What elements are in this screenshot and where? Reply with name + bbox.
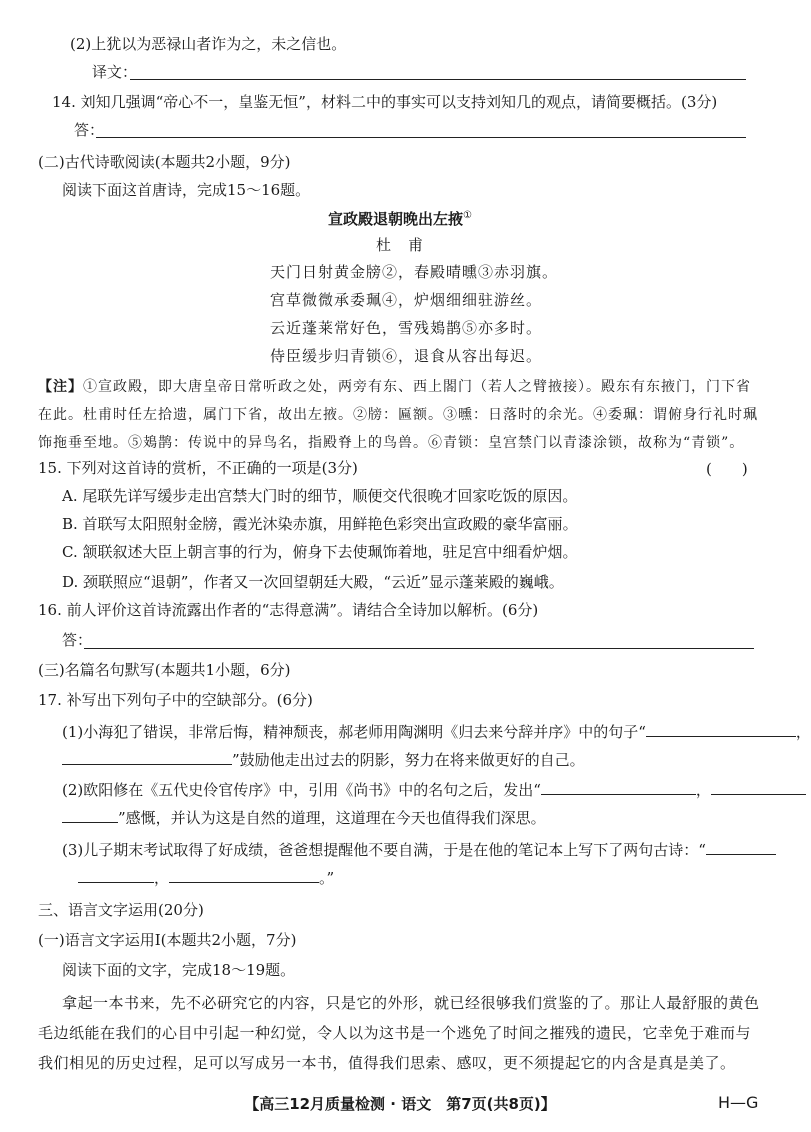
q15-option-a: A. 尾联先详写缓步走出宫禁大门时的细节，顺便交代很晚才回家吃饭的原因。 <box>62 487 578 505</box>
poem-line-4: 侍臣缓步归青锁⑥，退食从容出每迟。 <box>270 347 543 365</box>
q17-2-continued <box>62 808 546 828</box>
section-2-instruction: 阅读下面这首唐诗，完成15～16题。 <box>62 181 311 199</box>
q17-1-blank-2[interactable] <box>62 750 232 765</box>
part-3-instruction: 阅读下面的文字，完成18～19题。 <box>62 961 296 979</box>
q17-3-continued <box>78 868 334 888</box>
question-16: 16. 前人评价这首诗流露出作者的“志得意满”。请结合全诗加以解析。(6分) <box>38 601 539 619</box>
q17-2-text <box>62 780 806 800</box>
notes-label: 【注】 <box>38 379 83 395</box>
question-17: 17. 补写出下列句子中的空缺部分。(6分) <box>38 691 313 709</box>
q16-answer-label: 答： <box>62 631 93 649</box>
q13-2-answer-label: 译文： <box>92 63 138 81</box>
q17-3-text <box>62 840 776 860</box>
poem-line-1: 天门日射黄金牓②，春殿晴曛③赤羽旗。 <box>270 263 559 281</box>
q17-1-prompt: (1)小海犯了错误，非常后悔，精神颓丧，郝老师用陶渊明《归去来兮辞并序》中的句子“ <box>62 723 646 741</box>
question-14: 14. 刘知几强调“帝心不一，皇鉴无恒”，材料二中的事实可以支持刘知几的观点，请简要概括。(3分) <box>52 93 718 111</box>
q17-2-blank-2[interactable] <box>711 780 806 795</box>
q17-2-rest: ”感慨，并认为这是自然的道理，这道理在今天也值得我们深思。 <box>118 809 546 827</box>
poem-author: 杜 甫 <box>375 236 424 254</box>
q15-option-b: B. 首联写太阳照射金牓，霞光沐染赤旗，用鲜艳色彩突出宣政殿的豪华富丽。 <box>62 515 578 533</box>
poem-line-2: 宫草微微承委珮④，炉烟细细驻游丝。 <box>270 291 543 309</box>
section-2-heading: (二)古代诗歌阅读(本题共2小题，9分) <box>38 153 291 171</box>
q13-2-sentence: (2)上犹以为恶禄山者诈为之，未之信也。 <box>70 35 347 53</box>
q17-3-close: 。” <box>319 869 335 887</box>
q13-2-answer-line[interactable] <box>130 79 746 80</box>
poem-title-note: ① <box>463 210 472 221</box>
poem-title: 宣政殿退朝晚出左掖 <box>328 210 464 228</box>
q14-answer-line[interactable] <box>96 137 746 138</box>
q17-2-comma: ， <box>695 781 711 799</box>
q17-2-blank-1[interactable] <box>541 780 696 795</box>
q17-3-prompt: (3)儿子期末考试取得了好成绩，爸爸想提醒他不要自满，于是在他的笔记本上写下了两句古诗：“ <box>62 841 706 859</box>
q17-2-blank-3[interactable] <box>62 808 118 823</box>
poem-line-3: 云近蓬莱常好色，雪残鳷鹊⑤亦多时。 <box>270 319 543 337</box>
q17-3-blank-1[interactable] <box>706 840 776 855</box>
q17-1-text <box>62 722 811 742</box>
q16-answer-line[interactable] <box>84 648 754 649</box>
poem-notes <box>38 373 764 457</box>
q17-3-blank-3[interactable] <box>169 868 319 883</box>
q17-3-blank-2[interactable] <box>78 868 154 883</box>
q15-answer-parens[interactable]: ( ) <box>706 460 748 478</box>
q15-option-d: D. 颈联照应“退朝”，作者又一次回望朝廷大殿，“云近”显示蓬莱殿的巍峨。 <box>62 573 564 591</box>
part-3-subheading: (一)语言文字运用Ⅰ(本题共2小题，7分) <box>38 931 297 949</box>
q17-1-comma: ， <box>795 723 811 741</box>
q15-option-c: C. 颔联叙述大臣上朝言事的行为，俯身下去使珮饰着地，驻足宫中细看炉烟。 <box>62 543 578 561</box>
section-3-heading: (三)名篇名句默写(本题共1小题，6分) <box>38 661 291 679</box>
page-footer: 【高三12月质量检测 · 语文 第7页(共8页)】 <box>244 1095 556 1113</box>
part-3-heading: 三、语言文字运用(20分) <box>38 901 204 919</box>
q17-1-continued <box>62 750 585 770</box>
reading-passage: 拿起一本书来，先不必研究它的内容，只是它的外形，就已经很够我们赏鉴的了。那让人最舒服的黄色毛边纸能在我们的心目中引起一种幻觉，令人以为这书是一个逃免了时间之摧残的遗民，它幸免于难而与我们相见的历史过程，足可以写成另一本书，值得我们思索、感叹，更不须提起它的内含是真是美了。 <box>38 994 760 1072</box>
q17-2-prompt: (2)欧阳修在《五代史伶官传序》中，引用《尚书》中的名句之后，发出“ <box>62 781 541 799</box>
question-15: 15. 下列对这首诗的赏析，不正确的一项是(3分) <box>38 459 358 477</box>
poem-title-row <box>0 206 800 229</box>
q14-answer-label: 答： <box>74 121 105 139</box>
q17-1-blank-1[interactable] <box>646 722 796 737</box>
q17-3-comma: ， <box>154 869 170 887</box>
q17-1-rest: ”鼓励他走出过去的阴影，努力在将来做更好的自己。 <box>232 751 585 769</box>
notes-text: ①宣政殿，即大唐皇帝日常听政之处，两旁有东、西上閤门（若人之臂掖接）。殿东有东掖门，门下省在此。杜甫时任左拾遗，属门下省，故出左掖。②牓：匾额。③曛：日落时的余光。④委珮：谓俯身行礼时珮饰拖垂至地。⑤鳷鹊：传说中的异鸟名，指殿脊上的鸟兽。⑥青锁：皇宫禁门以青漆涂锁，故称为“青锁”。 <box>38 379 758 451</box>
paper-code: H—G <box>718 1093 759 1112</box>
